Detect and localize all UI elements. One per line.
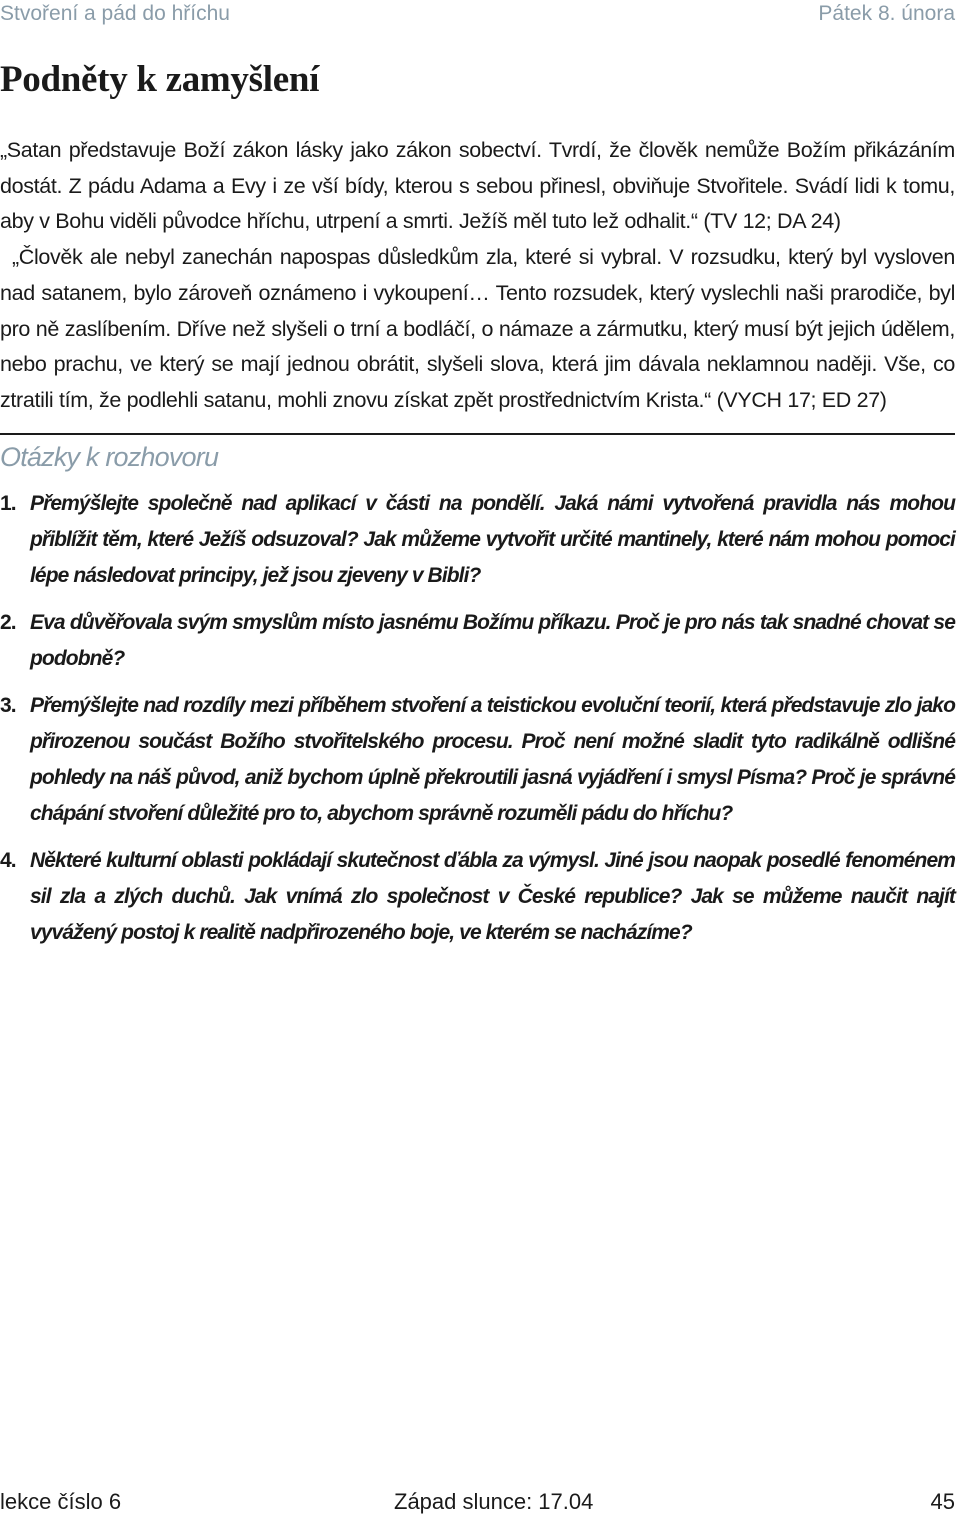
question-number: 3. bbox=[0, 694, 16, 717]
question-number: 4. bbox=[0, 849, 16, 872]
question-text: Eva důvěřovala svým smyslům místo jasnému Božímu příkazu. Proč je pro nás tak snadné chovat se podobně? bbox=[30, 611, 955, 670]
running-header-title: Stvoření a pád do hříchu bbox=[0, 2, 230, 25]
page-title: Podněty k zamyšlení bbox=[0, 59, 320, 100]
section-divider bbox=[0, 433, 955, 435]
question-number: 2. bbox=[0, 611, 16, 634]
question-list bbox=[0, 486, 955, 962]
question-text: Přemýšlejte společně nad aplikací v části na pondělí. Jaká námi vytvořená pravidla nás mohou přiblížit těm, které Ježíš odsuzoval? Jak můžeme vytvořit určité mantinely, které nám mohou pomoci lépe následovat principy, jež jsou zjeveny v Bibli? bbox=[30, 492, 955, 587]
quote-paragraph-1: „Satan představuje Boží zákon lásky jako zákon sobectví. Tvrdí, že člověk nemůže Božím přikázáním dostát. Z pádu Adama a Evy i ze vší bídy, kterou s sebou přinesl, obviňuje Stvořitele. Svádí lidi k tomu, aby v Bohu viděli původce hříchu, utrpení a smrti. Ježíš měl tuto lež odhalit.“ (TV 12; DA 24) bbox=[0, 138, 955, 234]
question-item bbox=[0, 605, 955, 677]
question-item bbox=[0, 486, 955, 594]
question-item bbox=[0, 688, 955, 832]
question-item bbox=[0, 843, 955, 951]
questions-heading: Otázky k rozhovoru bbox=[0, 442, 219, 472]
lesson-number: lekce číslo 6 bbox=[0, 1489, 122, 1514]
sunset-time: Západ slunce: 17.04 bbox=[394, 1489, 594, 1514]
question-text: Některé kulturní oblasti pokládají skutečnost ďábla za výmysl. Jiné jsou naopak posedlé fenoménem sil zla a zlých duchů. Jak vnímá zlo společnost v České republice? Jak se můžeme naučit najít vyvážený postoj k realitě nadpřirozeného boje, ve kterém se nacházíme? bbox=[30, 849, 955, 944]
quote-paragraph-2: „Člověk ale nebyl zanechán napospas důsledkům zla, které si vybral. V rozsudku, který byl vysloven nad satanem, bylo zároveň oznámeno i vykoupení… Tento rozsudek, který vyslechli naši prarodiče, byl pro ně zaslíbením. Dříve než slyšeli o trní a bodláčí, o námaze a zármutku, který musí být jejich údělem, nebo prachu, ve který se mají jednou obrátit, slyšeli slova, která jim dávala neklamnou naději. Vše, co ztratili tím, že podlehli satanu, mohli znovu získat zpět prostřednictvím Krista.“ (VYCH 17; ED 27) bbox=[0, 245, 955, 412]
page-number: 45 bbox=[930, 1489, 955, 1514]
running-header-date: Pátek 8. února bbox=[818, 2, 955, 25]
reflection-text bbox=[0, 133, 955, 419]
page-header bbox=[0, 2, 955, 32]
question-number: 1. bbox=[0, 492, 16, 515]
question-text: Přemýšlejte nad rozdíly mezi příběhem stvoření a teistickou evoluční teorií, která představuje zlo jako přirozenou součást Božího stvořitelského procesu. Proč není možné sladit tyto radikálně odlišné pohledy na náš původ, aniž bychom úplně překroutili jasná vyjádření i smysl Písma? Proč je správné chápání stvoření důležité pro to, abychom správně rozuměli pádu do hříchu? bbox=[30, 694, 955, 825]
